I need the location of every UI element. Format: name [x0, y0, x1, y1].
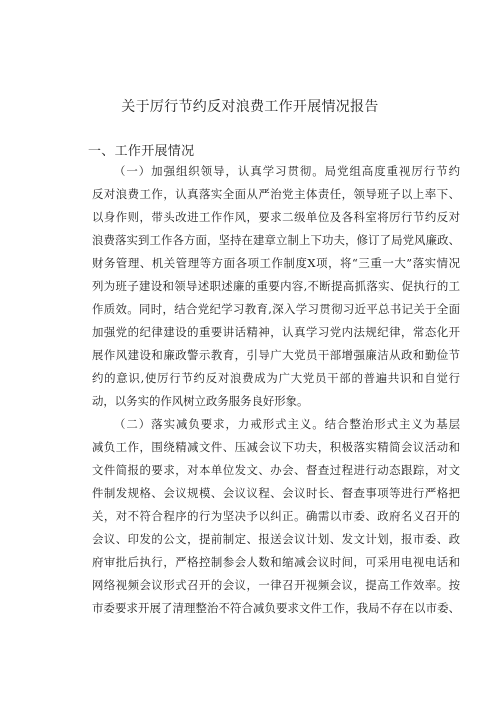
paragraph-2-line: 文件简报的要求，对本单位发文、办会、督查过程进行动态跟踪，对文: [92, 463, 460, 477]
paragraph-2-line: 减负工作，围绕精减文件、压减会议下功夫，积极落实精简会议活动和: [92, 440, 460, 454]
paragraph-2-line: 市委要求开展了清理整治不符合减负要求文件工作，我局不存在以市委、: [92, 601, 460, 615]
paragraph-2-line: 网络视频会议形式召开的会议，一律召开视频会议，提高工作效率。按: [92, 578, 460, 592]
section-heading: 一、工作开展情况: [88, 144, 195, 159]
paragraph-1-line: 财务管理、机关管理等方面各项工作制度X项，将“三重一大”落实情况: [92, 256, 460, 270]
paragraph-2-line: 关，对不符合程序的行为坚决予以纠正。确需以市委、政府名义召开的: [92, 509, 460, 523]
document-title: 关于厉行节约反对浪费工作开展情况报告: [121, 99, 379, 115]
paragraph-2-line: 府审批后执行，严格控制参会人数和缩减会议时间，可采用电视电话和: [92, 555, 460, 569]
paragraph-1-line: （一）加强组织领导，认真学习贯彻。局党组高度重视厉行节约: [114, 164, 460, 178]
paragraph-1-line: 动，以务实的作风树立政务服务良好形象。: [92, 394, 309, 408]
paragraph-1-line: 以身作则，带头改进工作作风，要求二级单位及各科室将厉行节约反对: [92, 210, 460, 224]
paragraph-2-line: 件制发规格、会议规模、会议议程、会议时长、督查事项等进行严格把: [92, 486, 460, 500]
paragraph-1-line: 列为班子建设和领导述职述廉的重要内容,不断提高抓落实、促执行的工: [92, 279, 460, 293]
paragraph-1-line: 展作风建设和廉政警示教育，引导广大党员干部增强廉洁从政和勤俭节: [92, 348, 460, 362]
paragraph-2-line: （二）落实减负要求，力戒形式主义。结合整治形式主义为基层: [114, 417, 460, 431]
paragraph-1-line: 作质效。同时，结合党纪学习教育,深入学习贯彻习近平总书记关于全面: [92, 302, 460, 316]
paragraph-1-line: 约的意识,使厉行节约反对浪费成为广大党员干部的普遍共识和自觉行: [92, 371, 460, 385]
paragraph-1-line: 反对浪费工作，认真落实全面从严治党主体责任，领导班子以上率下、: [92, 187, 460, 201]
paragraph-2-line: 会议、印发的公文，提前制定、报送会议计划、发文计划，报市委、政: [92, 532, 460, 546]
paragraph-1-line: 加强党的纪律建设的重要讲话精神，认真学习党内法规纪律，常态化开: [92, 325, 460, 339]
paragraph-1-line: 浪费落实到工作各方面，坚持在建章立制上下功夫，修订了局党风廉政、: [92, 233, 460, 247]
